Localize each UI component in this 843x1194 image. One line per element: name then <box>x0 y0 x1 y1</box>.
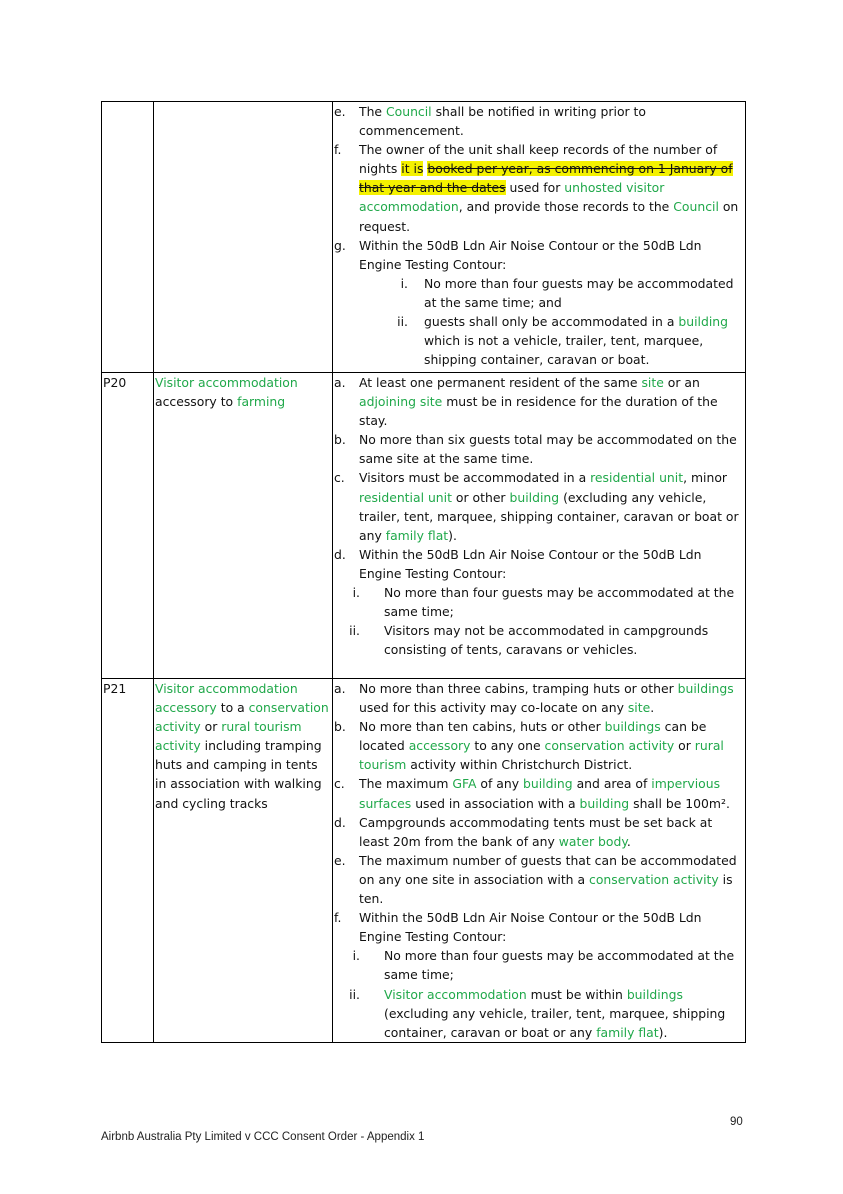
defined-term-link[interactable]: building <box>509 489 560 505</box>
table-row-continued <box>102 102 746 373</box>
defined-term-link[interactable]: residential unit <box>590 470 684 486</box>
activity-cell <box>154 102 333 373</box>
list-item: f. Within the 50dB Ldn Air Noise Contour or the 50dB Ldn Engine Testing Contour: <box>334 910 702 945</box>
table-row-p21 <box>102 679 746 1043</box>
rule-code-cell: P21 <box>102 679 154 1043</box>
list-item: e. The maximum number of guests that can be accommodated on any one site in association with a conservation activity is ten. <box>334 852 737 907</box>
sub-list-item: i. No more than four guests may be accommodated at the same time; <box>352 948 735 983</box>
defined-term-link[interactable]: adjoining site <box>359 394 443 410</box>
activity-cell: Visitor accommodation accessory to a conservation activity or rural tourism activity including tramping huts and camping in tents in association with walking and cycling tracks <box>154 679 333 1043</box>
page-number: 90 <box>730 1116 743 1128</box>
defined-term-link[interactable]: GFA <box>452 776 477 792</box>
defined-term-link[interactable]: buildings <box>677 681 734 696</box>
list-item: a. No more than three cabins, tramping huts or other buildings used for this activity may co-locate on any site. <box>334 681 734 716</box>
defined-term-link[interactable]: impervious surfaces <box>359 776 721 811</box>
standards-cell <box>333 102 746 373</box>
defined-term-link[interactable]: accessory <box>408 738 471 754</box>
defined-term-link[interactable]: Visitor accommodation accessory <box>155 681 298 716</box>
rules-table <box>101 101 746 1043</box>
defined-term-link[interactable]: conservation activity <box>589 871 719 887</box>
list-item: f. The owner of the unit shall keep records of the number of nights it is booked per year, as commencing on 1 January of that year and the dates used for unhosted visitor accommodation, and provide those records to the Council on request. <box>334 142 739 234</box>
list-item: g. Within the 50dB Ldn Air Noise Contour or the 50dB Ldn Engine Testing Contour: <box>334 237 702 272</box>
defined-term-link[interactable]: site <box>641 375 664 390</box>
defined-term-link[interactable]: residential unit <box>359 489 452 505</box>
defined-term-link[interactable]: Council <box>385 104 432 119</box>
activity-cell: Visitor accommodation accessory to farming <box>154 373 333 679</box>
defined-term-link[interactable]: rural tourism activity <box>155 719 302 754</box>
rule-code-cell: P20 <box>102 373 154 679</box>
defined-term-link[interactable]: building <box>522 776 573 792</box>
list-item: a. At least one permanent resident of the same site or an adjoining site must be in residence for the duration of the stay. <box>334 375 718 429</box>
list-item: e. The Council shall be notified in writing prior to commencement. <box>334 104 646 139</box>
sub-list-item: ii. Visitors may not be accommodated in campgrounds consisting of tents, caravans or vehicles. <box>349 623 709 658</box>
list-item: b. No more than ten cabins, huts or other buildings can be located accessory to any one conservation activity or rural tourism activity within Christchurch District. <box>334 719 724 773</box>
list-item: c. The maximum GFA of any building and area of impervious surfaces used in association with a building shall be 100m². <box>334 776 730 811</box>
defined-term-link[interactable]: buildings <box>604 719 661 735</box>
defined-term-link[interactable]: farming <box>237 394 286 410</box>
defined-term-link[interactable]: buildings <box>626 986 683 1002</box>
list-item: d. Within the 50dB Ldn Air Noise Contour or the 50dB Ldn Engine Testing Contour: <box>334 546 702 581</box>
list-item: c. Visitors must be accommodated in a residential unit, minor residential unit or other building (excluding any vehicle, trailer, tent, marquee, shipping container, caravan or boat or any family flat). <box>334 470 739 543</box>
defined-term-link[interactable]: site <box>627 700 651 716</box>
defined-term-link[interactable]: building <box>678 314 729 330</box>
defined-term-link[interactable]: Council <box>673 199 719 215</box>
sub-list-item: i. No more than four guests may be accommodated at the same time; <box>352 585 735 620</box>
deleted-text: booked per year, as commencing on 1 January of that year and the dates <box>359 161 733 196</box>
list-item: b. No more than six guests total may be accommodated on the same site at the same time. <box>334 432 737 467</box>
defined-term-link[interactable]: Visitor accommodation <box>384 986 527 1002</box>
list-item: d. Campgrounds accommodating tents must be set back at least 20m from the bank of any water body. <box>334 814 713 849</box>
defined-term-link[interactable]: Visitor accommodation <box>155 375 298 390</box>
footer-title: Airbnb Australia Pty Limited v CCC Consent Order - Appendix 1 <box>101 1131 425 1143</box>
inserted-text: it is <box>401 161 424 177</box>
defined-term-link[interactable]: rural tourism <box>359 738 724 773</box>
defined-term-link[interactable]: building <box>579 795 630 811</box>
table-row-p20 <box>102 373 746 679</box>
rule-code-cell <box>102 102 154 373</box>
sub-list-item: i. No more than four guests may be accommodated at the same time; and <box>400 275 734 310</box>
standards-cell <box>333 679 746 1043</box>
sub-list-item: ii. guests shall only be accommodated in a building which is not a vehicle, trailer, tent, marquee, shipping container, caravan or boat. <box>397 314 729 368</box>
sub-list-item: ii. Visitor accommodation must be within buildings (excluding any vehicle, trailer, tent, marquee, shipping container, caravan or boat or any family flat). <box>349 986 726 1040</box>
defined-term-link[interactable]: unhosted visitor accommodation <box>359 180 665 215</box>
defined-term-link[interactable]: water body <box>558 833 627 849</box>
defined-term-link[interactable]: conservation activity <box>544 738 675 754</box>
defined-term-link[interactable]: family flat <box>596 1024 659 1040</box>
standards-cell <box>333 373 746 679</box>
defined-term-link[interactable]: family flat <box>385 527 449 543</box>
defined-term-link[interactable]: conservation activity <box>155 700 329 735</box>
